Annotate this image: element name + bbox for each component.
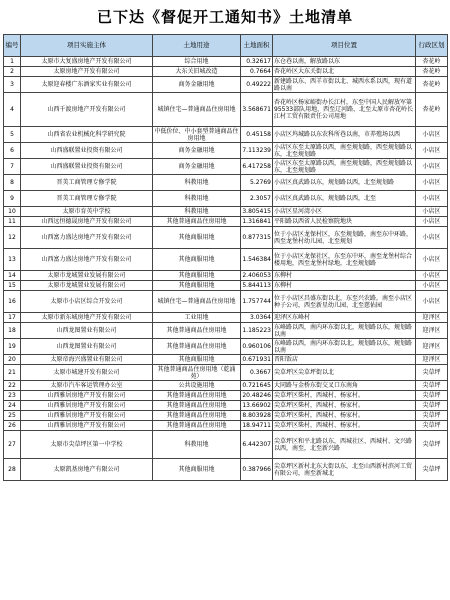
cell-district: 尖草坪 xyxy=(416,401,448,411)
cell-land-use: 商务金融用地 xyxy=(153,77,241,93)
cell-land-use: 其他商服用地 xyxy=(153,249,241,271)
cell-entity: 山西雅居房地产开发有限公司 xyxy=(21,411,153,421)
cell-district: 尖草坪 xyxy=(416,381,448,391)
cell-district: 杏花岭 xyxy=(416,77,448,93)
cell-district: 杏花岭 xyxy=(416,57,448,67)
cell-location: 尖草坪区尖草坪街以北 xyxy=(273,365,416,381)
cell-entity: 山西盛联置业投资有限公司 xyxy=(21,159,153,175)
cell-land-use: 其他商服用地 xyxy=(153,281,241,291)
cell-location: 位于小店区龙保社区，东至东中环，南至龙堡村综合楼用地，西至龙堡村绿地，北至规划路 xyxy=(273,249,416,271)
table-row xyxy=(4,459,448,481)
cell-land-area: 0.49222 xyxy=(241,77,273,93)
table-row xyxy=(4,93,448,127)
cell-district: 小店区 xyxy=(416,291,448,313)
cell-location: 东柳村 xyxy=(273,281,416,291)
cell-district: 小店区 xyxy=(416,217,448,227)
cell-land-area: 5.2769 xyxy=(241,175,273,191)
cell-entity: 太原迎春楼广东酒家实业有限公司 xyxy=(21,77,153,93)
table-row xyxy=(4,381,448,391)
cell-land-use: 其他普通商品住房用地 xyxy=(153,411,241,421)
cell-district: 迎泽区 xyxy=(416,355,448,365)
cell-district: 迎泽区 xyxy=(416,313,448,323)
cell-number: 9 xyxy=(4,191,21,207)
cell-number: 3 xyxy=(4,77,21,93)
cell-land-use: 科教用地 xyxy=(153,175,241,191)
cell-land-use: 科教用地 xyxy=(153,191,241,207)
cell-entity: 太原市大复盛房地产开发有限公司 xyxy=(21,57,153,67)
cell-location: 小店区星河湾小区 xyxy=(273,207,416,217)
cell-entity: 太原凯基房地产有限公司 xyxy=(21,459,153,481)
cell-entity: 山西千渡房地产开发有限公司 xyxy=(21,93,153,127)
cell-entity: 山西龙图置业有限公司 xyxy=(21,323,153,339)
cell-district: 小店区 xyxy=(416,207,448,217)
cell-entity: 太原市小店区综合开发公司 xyxy=(21,291,153,313)
cell-land-use: 商务金融用地 xyxy=(153,159,241,175)
cell-location: 迎泽区东峰村 xyxy=(273,313,416,323)
cell-land-area: 3.0364 xyxy=(241,313,273,323)
cell-district: 杏花岭 xyxy=(416,67,448,77)
cell-land-area: 18.94711 xyxy=(242,422,271,429)
cell-entity: 山西富力盛达房地产开发有限公司 xyxy=(21,249,153,271)
cell-location: 尖草坪区柴村，西城村、杨家村。 xyxy=(273,411,416,421)
cell-number: 18 xyxy=(4,323,21,339)
table-row xyxy=(4,355,448,365)
cell-land-use: 其他普通商品住房用地 xyxy=(153,217,241,227)
table-row xyxy=(4,67,448,77)
cell-location: 东峰路以西，南内环东街以北，规划路以东，规划路以南 xyxy=(273,339,416,355)
cell-district: 小店区 xyxy=(416,143,448,159)
cell-land-area: 0.7664 xyxy=(241,67,273,77)
table-row xyxy=(4,401,448,411)
cell-land-area: 0.45158 xyxy=(241,127,273,143)
table-row xyxy=(4,175,448,191)
cell-entity: 太原房地产开发有限公司 xyxy=(21,67,153,77)
table-row xyxy=(4,411,448,421)
cell-land-use: 商务金融用地 xyxy=(153,143,241,159)
table-row xyxy=(4,159,448,175)
cell-entity: 山西雅居房地产开发有限公司 xyxy=(21,421,153,431)
cell-location: 小店区东至太原路以西，南至规划路，西至规划路以东，北至规划路 xyxy=(273,159,416,175)
cell-land-use: 其他商服用地 xyxy=(153,355,241,365)
cell-land-use: 其他普通商品住房用地 xyxy=(153,391,241,401)
cell-land-use: 大东关旧城改造 xyxy=(153,67,241,77)
table-row xyxy=(4,281,448,291)
cell-number: 8 xyxy=(4,175,21,191)
cell-location: 位于小店区龙保村区，东至规划路，南至东中环路，西至龙堡村幼儿园、北至规划 xyxy=(273,227,416,249)
table-row xyxy=(4,217,448,227)
cell-entity: 晋美工商管理专修学院 xyxy=(21,191,153,207)
cell-number: 22 xyxy=(4,381,21,391)
cell-number: 14 xyxy=(4,271,21,281)
cell-entity: 山西富力盛达房地产开发有限公司 xyxy=(21,227,153,249)
cell-district: 杏花岭 xyxy=(416,93,448,127)
cell-location: 小店区东至太原路以西，南至规划路，西至规划路以东，北至规划路 xyxy=(273,143,416,159)
cell-land-area: 0.877315 xyxy=(241,227,273,249)
cell-district: 小店区 xyxy=(416,127,448,143)
cell-location: 小店区坞城路以东农科所巷以南，市养殖场以西 xyxy=(273,127,416,143)
cell-district: 迎泽区 xyxy=(416,323,448,339)
cell-district: 小店区 xyxy=(416,227,448,249)
cell-location: 晋阳饭店 xyxy=(273,355,416,365)
cell-district: 小店区 xyxy=(416,281,448,291)
cell-land-area: 3.805415 xyxy=(242,208,271,215)
table-body xyxy=(4,57,448,481)
cell-entity: 太原市新东城房地产开发有限公司 xyxy=(21,313,153,323)
table-row xyxy=(4,249,448,271)
cell-land-use: 其他商服用地 xyxy=(153,227,241,249)
cell-land-area: 0.3667 xyxy=(241,365,273,381)
cell-land-use: 其他商服用地 xyxy=(153,459,241,481)
cell-number: 12 xyxy=(4,227,21,249)
table-row xyxy=(4,271,448,281)
cell-district: 尖草坪 xyxy=(416,365,448,381)
cell-entity: 山西盛联置业投资有限公司 xyxy=(21,143,153,159)
cell-land-use: 科教用地 xyxy=(153,207,241,217)
cell-district: 小店区 xyxy=(416,159,448,175)
cell-district: 小店区 xyxy=(416,191,448,207)
cell-entity: 太原市龙城置业发展有限公司 xyxy=(21,281,153,291)
cell-number: 1 xyxy=(4,57,21,67)
cell-number: 6 xyxy=(4,143,21,159)
cell-land-use: 其他普通商品住房用地 xyxy=(153,323,241,339)
cell-land-use: 城镇住宅—普通商品住房用地 xyxy=(153,93,241,127)
cell-land-use: 科教用地 xyxy=(153,431,241,459)
cell-number: 7 xyxy=(4,159,21,175)
table-row xyxy=(4,227,448,249)
document-title: 已下达《督促开工通知书》土地清单 xyxy=(96,8,353,26)
cell-district: 小店区 xyxy=(416,249,448,271)
cell-district: 尖草坪 xyxy=(416,459,448,481)
cell-land-use: 其他普通商品住房用地（乾涌苑） xyxy=(153,365,241,381)
cell-location: 位于小店区昌盛东街以北，东至兴农路，南至小店区种子公司，西至新星幼儿园、北至慈佑园 xyxy=(273,291,416,313)
cell-location: 尖草坪区和平北路以东，西城社区、西城村、文兴路以西，南至，北至新兴路 xyxy=(273,431,416,459)
cell-land-area: 3.568671 xyxy=(241,93,273,127)
cell-land-area: 8.803928 xyxy=(242,412,271,419)
table-row xyxy=(4,323,448,339)
cell-location: 东峰路以西，南内环东街以北，规划路以东，规划路以南 xyxy=(273,323,416,339)
cell-land-use: 公共设施用地 xyxy=(153,381,241,391)
cell-land-use: 城镇住宅—普通商品住房用地 xyxy=(153,291,241,313)
table-row xyxy=(4,77,448,93)
cell-location: 尖草坪区新村北东大街以东，北至山西新村滨河工贸有限公司，南至新城北 xyxy=(273,459,416,481)
cell-land-area: 2.406053 xyxy=(242,272,271,279)
cell-number: 4 xyxy=(4,93,21,127)
cell-land-area: 6.442307 xyxy=(241,431,273,459)
cell-entity: 山西省农业机械化科学研究院 xyxy=(21,127,153,143)
cell-land-area: 0.671931 xyxy=(242,356,271,363)
cell-land-area: 0.960106 xyxy=(241,339,273,355)
cell-land-area: 0.721645 xyxy=(242,382,271,389)
cell-land-use: 工业用地 xyxy=(153,313,241,323)
cell-entity: 山西远恒德晟房地产开发有限公司 xyxy=(21,217,153,227)
cell-land-area: 1.757744 xyxy=(241,291,273,313)
cell-number: 20 xyxy=(4,355,21,365)
cell-district: 尖草坪 xyxy=(416,391,448,401)
header-number: 编号 xyxy=(4,35,21,57)
cell-location: 小店区真武路以东，规划路以西，北至 xyxy=(273,191,416,207)
cell-land-area: 2.3057 xyxy=(241,191,273,207)
cell-district: 尖草坪 xyxy=(416,411,448,421)
cell-district: 尖草坪 xyxy=(416,431,448,459)
cell-number: 21 xyxy=(4,365,21,381)
cell-number: 17 xyxy=(4,313,21,323)
cell-land-area: 0.387966 xyxy=(241,459,273,481)
cell-number: 23 xyxy=(4,391,21,401)
header-entity: 项目实施主体 xyxy=(21,35,153,57)
table-row xyxy=(4,291,448,313)
land-list-table xyxy=(3,34,448,481)
table-row xyxy=(4,421,448,431)
cell-entity: 太原市汽车客运管理办公室 xyxy=(21,381,153,391)
cell-land-area: 1.546384 xyxy=(241,249,273,271)
table-row xyxy=(4,391,448,401)
cell-number: 24 xyxy=(4,401,21,411)
cell-land-use: 综合用地 xyxy=(153,57,241,67)
cell-entity: 太原市龙城置业发展有限公司 xyxy=(21,271,153,281)
cell-entity: 山西龙图置业有限公司 xyxy=(21,339,153,355)
cell-number: 28 xyxy=(4,459,21,481)
cell-number: 5 xyxy=(4,127,21,143)
header-location: 项目位置 xyxy=(273,35,416,57)
cell-land-area: 20.48246 xyxy=(242,392,271,399)
table-row xyxy=(4,313,448,323)
cell-number: 2 xyxy=(4,67,21,77)
cell-number: 25 xyxy=(4,411,21,421)
cell-entity: 太原市尖草坪区第一中学校 xyxy=(21,431,153,459)
cell-land-area: 7.113239 xyxy=(241,143,273,159)
cell-location: 大同路与金桥东街交叉口东南角 xyxy=(273,381,416,391)
cell-land-area: 5.844113 xyxy=(242,282,271,289)
cell-land-use: 其他普通商品住房用地 xyxy=(153,339,241,355)
cell-number: 16 xyxy=(4,291,21,313)
cell-number: 26 xyxy=(4,421,21,431)
table-row xyxy=(4,339,448,355)
cell-land-use: 其他普通商品住房用地 xyxy=(153,401,241,411)
cell-location: 杏花岭区杨家峪街办长江村，东至中国人民解放军第95533部队用地，西至辽河路，北至太原市杏花岭长江村工贸有限责任公司用地 xyxy=(273,93,416,127)
cell-location: 小店区真武路以东，规划路以西，北至规划路 xyxy=(273,175,416,191)
cell-land-area: 6.417258 xyxy=(241,159,273,175)
cell-location: 杏花岭区大东关街以北 xyxy=(273,67,416,77)
table-row xyxy=(4,207,448,217)
cell-district: 小店区 xyxy=(416,271,448,281)
table-row xyxy=(4,365,448,381)
cell-number: 13 xyxy=(4,249,21,271)
cell-location: 平阳路以西省人民检察院地块 xyxy=(273,217,416,227)
cell-number: 15 xyxy=(4,281,21,291)
table-row xyxy=(4,143,448,159)
cell-entity: 太原市育英中学校 xyxy=(21,207,153,217)
cell-number: 27 xyxy=(4,431,21,459)
cell-land-use: 其他商服用地 xyxy=(153,271,241,281)
cell-land-area: 0.32617 xyxy=(241,57,273,67)
cell-location: 尖草坪区柴村，西城村、杨家村。 xyxy=(273,391,416,401)
cell-location: 东仓巷以南，解放路以东 xyxy=(273,57,416,67)
header-land-area: 土地面积 xyxy=(241,35,273,57)
header-district: 行政区划 xyxy=(416,35,448,57)
cell-land-area: 1.185223 xyxy=(241,323,273,339)
cell-entity: 太原市城建开发有限公司 xyxy=(21,365,153,381)
header-land-use: 土地用途 xyxy=(153,35,241,57)
cell-entity: 山西雅居房地产开发有限公司 xyxy=(21,391,153,401)
cell-district: 尖草坪 xyxy=(416,421,448,431)
cell-location: 新建路以东、西羊市街以北、城西水系以西，现有道路以南 xyxy=(273,77,416,93)
table-row xyxy=(4,191,448,207)
cell-number: 10 xyxy=(4,207,21,217)
cell-number: 19 xyxy=(4,339,21,355)
cell-district: 迎泽区 xyxy=(416,339,448,355)
cell-number: 11 xyxy=(4,217,21,227)
cell-land-use: 中低价位、中小套型普通商品住房用地 xyxy=(154,127,239,142)
cell-land-use: 其他普通商品住房用地 xyxy=(153,421,241,431)
cell-location: 东柳村 xyxy=(273,271,416,281)
table-row xyxy=(4,57,448,67)
cell-entity: 太原帝海兴盛置业有限公司 xyxy=(21,355,153,365)
cell-land-area: 1.316841 xyxy=(242,218,271,225)
table-header-row xyxy=(4,35,448,57)
cell-land-area: 13.66902 xyxy=(242,402,271,409)
cell-location: 尖草坪区柴村，西城村、杨家村。 xyxy=(273,401,416,411)
cell-district: 小店区 xyxy=(416,175,448,191)
cell-location: 尖草坪区柴村，西城村、杨家村。 xyxy=(273,421,416,431)
cell-entity: 山西雅居房地产开发有限公司 xyxy=(21,401,153,411)
table-row xyxy=(4,431,448,459)
table-row xyxy=(4,127,448,143)
cell-entity: 晋美工商管理专修学院 xyxy=(21,175,153,191)
